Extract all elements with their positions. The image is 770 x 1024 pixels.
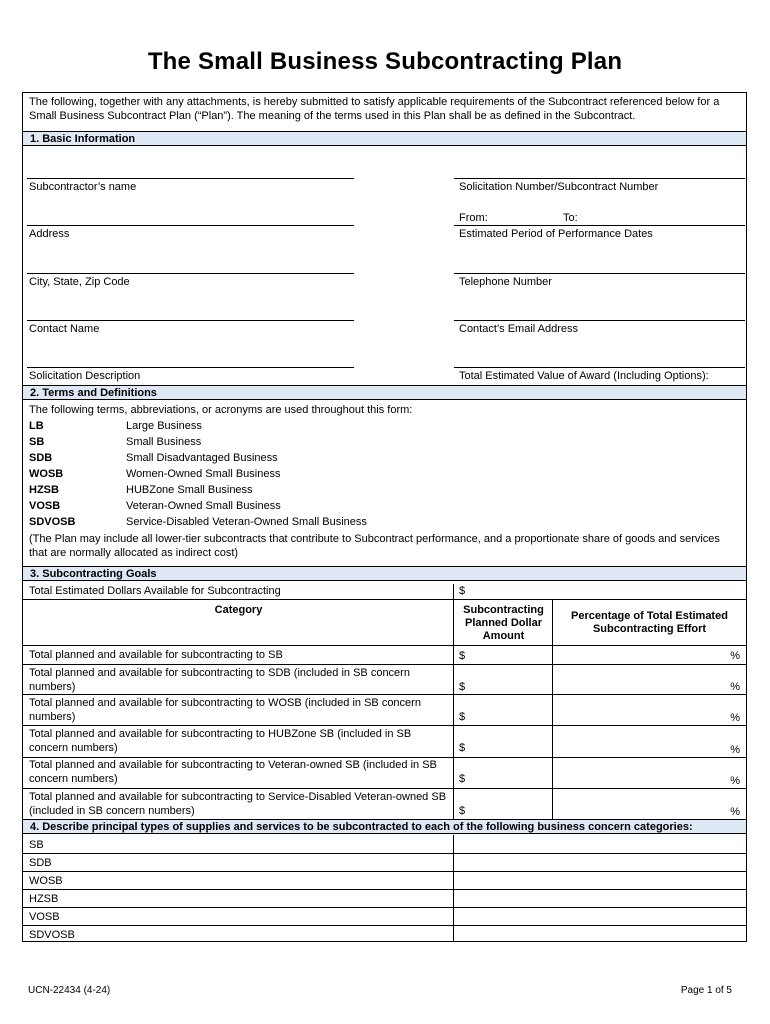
category-label: SDVOSB [29, 929, 75, 941]
from-label: From: [459, 212, 488, 224]
total-dollars-label: Total Estimated Dollars Available for Subcontracting [29, 585, 281, 597]
category-label: SDB [29, 857, 52, 869]
goal-dollar-field[interactable]: $ [459, 711, 466, 723]
term-definition: Women-Owned Small Business [126, 468, 281, 480]
term-abbr: LB [29, 420, 44, 432]
term-abbr: SB [29, 436, 45, 448]
performance-dates-label: Estimated Period of Performance Dates [459, 228, 653, 240]
table-divider [23, 925, 746, 926]
table-divider [23, 645, 746, 646]
address-label: Address [29, 228, 70, 240]
goal-row-label: Total planned and available for subcontracting to HUBZone SB (included in SB concern numbers) [29, 728, 412, 754]
total-value-line[interactable] [454, 367, 745, 368]
terms-note: (The Plan may include all lower-tier subcontracts that contribute to Subcontract performance, and a proportionate share of goods and services that are normally allocated as indirect cost) [29, 533, 720, 559]
table-divider [23, 889, 746, 890]
table-column-divider [453, 835, 454, 942]
goal-percent-field[interactable]: % [730, 775, 740, 787]
solicitation-description-label: Solicitation Description [29, 370, 141, 382]
goal-percent-field[interactable]: % [730, 806, 740, 818]
solicitation-description-line[interactable] [27, 367, 354, 368]
percentage-header: Percentage of Total Estimated Subcontracting Effort [571, 610, 728, 635]
goal-row-label: Total planned and available for subcontracting to SDB (included in SB concern numbers) [29, 667, 410, 693]
subcontractor-name-label: Subcontractor’s name [29, 181, 137, 193]
table-divider [23, 599, 746, 600]
term-abbr: HZSB [29, 484, 59, 496]
terms-intro: The following terms, abbreviations, or acronyms are used throughout this form: [29, 404, 413, 416]
goal-row-label: Total planned and available for subcontracting to Service-Disabled Veteran-owned SB (included in SB concern numbers) [29, 791, 447, 817]
form-number: UCN-22434 (4-24) [28, 985, 111, 996]
term-abbr: WOSB [29, 468, 64, 480]
goal-percent-field[interactable]: % [730, 650, 740, 662]
total-value-label: Total Estimated Value of Award (Including Options): [459, 370, 709, 382]
term-definition: Small Business [126, 436, 202, 448]
category-header: Category [214, 604, 263, 616]
category-label: VOSB [29, 911, 60, 923]
contact-email-label: Contact’s Email Address [459, 323, 579, 335]
table-divider [23, 725, 746, 726]
page-number: Page 1 of 5 [680, 985, 732, 996]
term-definition: HUBZone Small Business [126, 484, 253, 496]
goal-dollar-field[interactable]: $ [459, 681, 466, 693]
table-divider [23, 853, 746, 854]
solicitation-number-line[interactable] [454, 178, 745, 179]
goal-percent-field[interactable]: % [730, 681, 740, 693]
intro-text: The following, together with any attachments, is hereby submitted to satisfy applicable requirements of the Subcontract referenced below for a Small Business Subcontract Plan (“Plan”). The meaning of the terms used in this Plan shall be as defined in the Subcontract. [29, 96, 720, 122]
term-abbr: SDB [29, 452, 53, 464]
term-abbr: VOSB [29, 500, 61, 512]
total-dollars-field[interactable]: $ [459, 585, 466, 597]
table-column-divider [552, 599, 553, 820]
subcontracting-plan-form [22, 92, 747, 942]
city-state-zip-label: City, State, Zip Code [29, 276, 130, 288]
section-4-header: 4. Describe principal types of supplies and services to be subcontracted to each of the following business concern categories: [23, 819, 746, 834]
contact-name-label: Contact Name [29, 323, 100, 335]
goal-dollar-field[interactable]: $ [459, 773, 466, 785]
goal-percent-field[interactable]: % [730, 744, 740, 756]
contact-email-line[interactable] [454, 320, 745, 321]
goal-dollar-field[interactable]: $ [459, 650, 466, 662]
solicitation-number-label: Solicitation Number/Subcontract Number [459, 181, 659, 193]
term-definition: Large Business [126, 420, 202, 432]
goal-row-label: Total planned and available for subcontracting to Veteran-owned SB (included in SB concern numbers) [29, 759, 437, 785]
category-label: WOSB [29, 875, 63, 887]
category-label: SB [29, 839, 44, 851]
goal-dollar-field[interactable]: $ [459, 742, 466, 754]
table-divider [23, 871, 746, 872]
table-divider [23, 788, 746, 789]
to-label: To: [563, 212, 578, 224]
page-title: The Small Business Subcontracting Plan [147, 48, 623, 75]
category-label: HZSB [29, 893, 59, 905]
address-line[interactable] [27, 225, 354, 226]
telephone-label: Telephone Number [459, 276, 552, 288]
term-abbr: SDVOSB [29, 516, 76, 528]
telephone-line[interactable] [454, 273, 745, 274]
contact-name-line[interactable] [27, 320, 354, 321]
term-definition: Service-Disabled Veteran-Owned Small Business [126, 516, 367, 528]
section-3-header: 3. Subcontracting Goals [23, 566, 746, 581]
goal-percent-field[interactable]: % [730, 712, 740, 724]
table-divider [23, 907, 746, 908]
section-2-header: 2. Terms and Definitions [23, 385, 746, 400]
goal-row-label: Total planned and available for subcontracting to SB [29, 649, 283, 661]
table-divider [23, 664, 746, 665]
goal-dollar-field[interactable]: $ [459, 805, 466, 817]
performance-dates-line[interactable] [454, 225, 745, 226]
city-state-zip-line[interactable] [27, 273, 354, 274]
term-definition: Small Disadvantaged Business [126, 452, 278, 464]
planned-dollar-header: Subcontracting Planned Dollar Amount [463, 604, 544, 642]
term-definition: Veteran-Owned Small Business [126, 500, 281, 512]
table-column-divider [453, 584, 454, 820]
table-divider [23, 694, 746, 695]
section-1-header: 1. Basic Information [23, 131, 746, 146]
goal-row-label: Total planned and available for subcontracting to WOSB (included in SB concern numbers) [29, 697, 421, 723]
subcontractor-name-line[interactable] [27, 178, 354, 179]
